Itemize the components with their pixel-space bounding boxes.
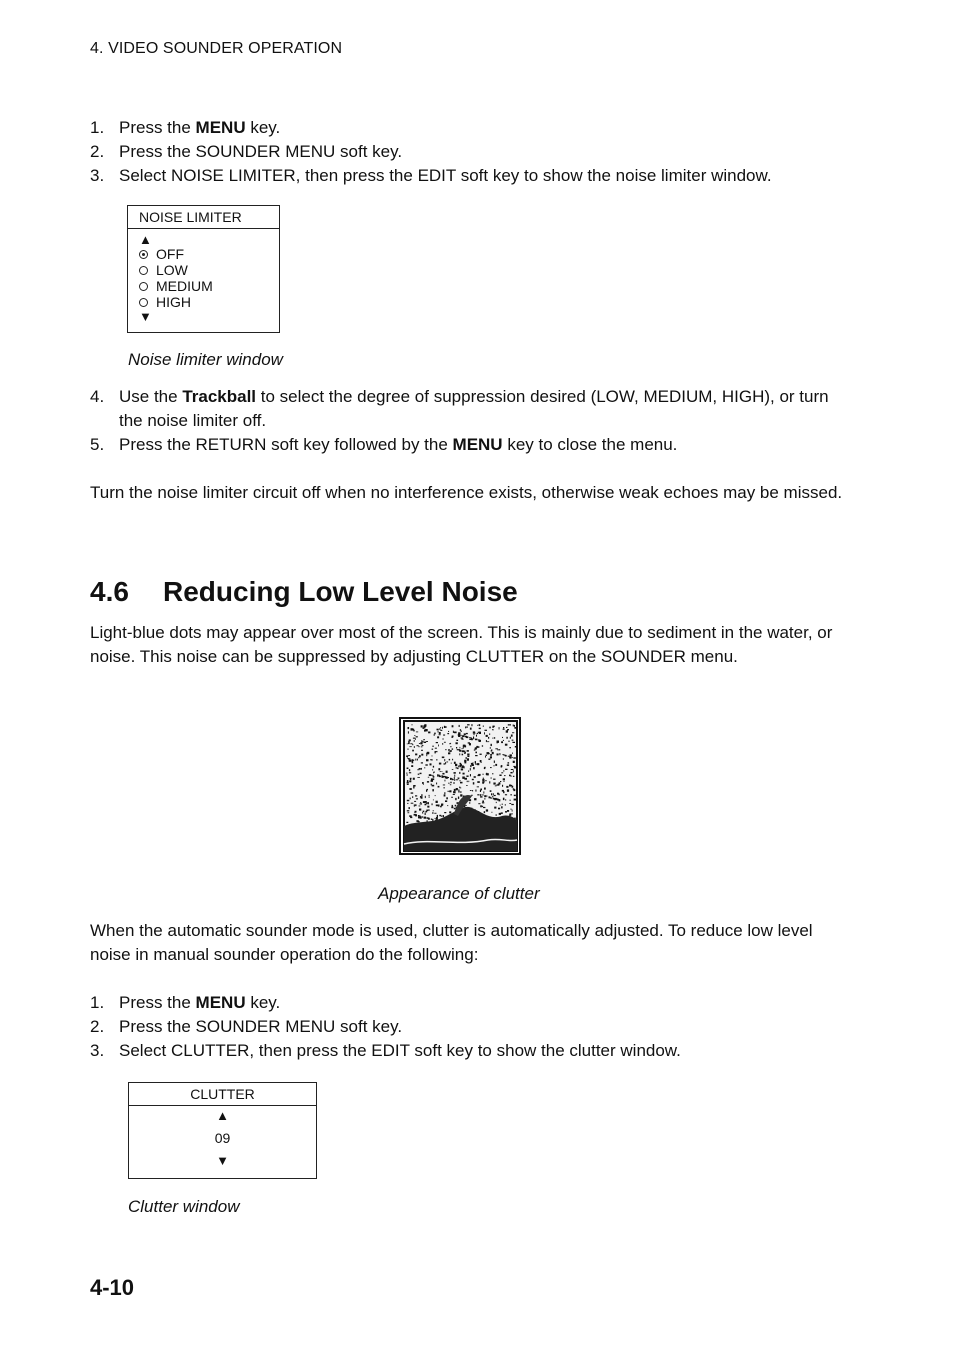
- list-item: 4. Use the Trackball to select the degree of suppression desired (LOW, MEDIUM, HIGH), or turn the noise limiter off.: [90, 387, 829, 430]
- section-heading: 4.6 Reducing Low Level Noise: [90, 576, 518, 607]
- noise-window-caption: Noise limiter window: [128, 350, 283, 369]
- list-item: 3. Select NOISE LIMITER, then press the EDIT soft key to show the noise limiter window.: [90, 166, 772, 185]
- option-high[interactable]: HIGH: [139, 294, 279, 310]
- radio-icon: [139, 298, 148, 307]
- clutter-appearance-image: [398, 716, 522, 856]
- radio-icon: [139, 266, 148, 275]
- list-item: 1. Press the MENU key.: [90, 993, 281, 1012]
- option-low[interactable]: LOW: [139, 262, 279, 278]
- running-header: 4. VIDEO SOUNDER OPERATION: [90, 40, 343, 57]
- page-number: 4-10: [90, 1275, 135, 1300]
- list-item: 5. Press the RETURN soft key followed by the MENU key to close the menu.: [90, 435, 678, 454]
- radio-icon: [139, 282, 148, 291]
- list-item: 2. Press the SOUNDER MENU soft key.: [90, 142, 403, 161]
- list-item: 3. Select CLUTTER, then press the EDIT soft key to show the clutter window.: [90, 1041, 681, 1060]
- window-title: CLUTTER: [129, 1083, 316, 1106]
- clutter-window: [128, 1082, 317, 1179]
- list-item: 2. Press the SOUNDER MENU soft key.: [90, 1017, 403, 1036]
- down-triangle-icon[interactable]: ▼: [139, 309, 152, 324]
- noise-steps-list-cont: [90, 385, 850, 457]
- list-item: 1. Press the MENU key.: [90, 118, 281, 137]
- window-title: NOISE LIMITER: [128, 206, 279, 229]
- option-medium[interactable]: MEDIUM: [139, 278, 279, 294]
- noise-limiter-window: [127, 205, 280, 333]
- clutter-value[interactable]: 09: [214, 1130, 231, 1146]
- noise-note: Turn the noise limiter circuit off when no interference exists, otherwise weak echoes may be missed.: [90, 483, 843, 502]
- up-triangle-icon[interactable]: ▲: [139, 232, 152, 247]
- clutter-paragraph: When the automatic sounder mode is used, clutter is automatically adjusted. To reduce low level noise in manual sounder operation do the following:: [90, 921, 813, 964]
- clutter-steps-list: [90, 991, 850, 1063]
- clutter-window-caption: Clutter window: [128, 1197, 240, 1216]
- clutter-figure-caption: Appearance of clutter: [378, 884, 540, 903]
- option-off[interactable]: OFF: [139, 246, 279, 262]
- section-intro: Light-blue dots may appear over most of the screen. This is mainly due to sediment in the water, or noise. This noise can be suppressed by adjusting CLUTTER on the SOUNDER menu.: [90, 623, 833, 666]
- noise-steps-list: [90, 116, 850, 188]
- radio-selected-icon: [139, 250, 148, 259]
- up-triangle-icon[interactable]: ▲: [216, 1108, 229, 1123]
- down-triangle-icon[interactable]: ▼: [216, 1153, 229, 1168]
